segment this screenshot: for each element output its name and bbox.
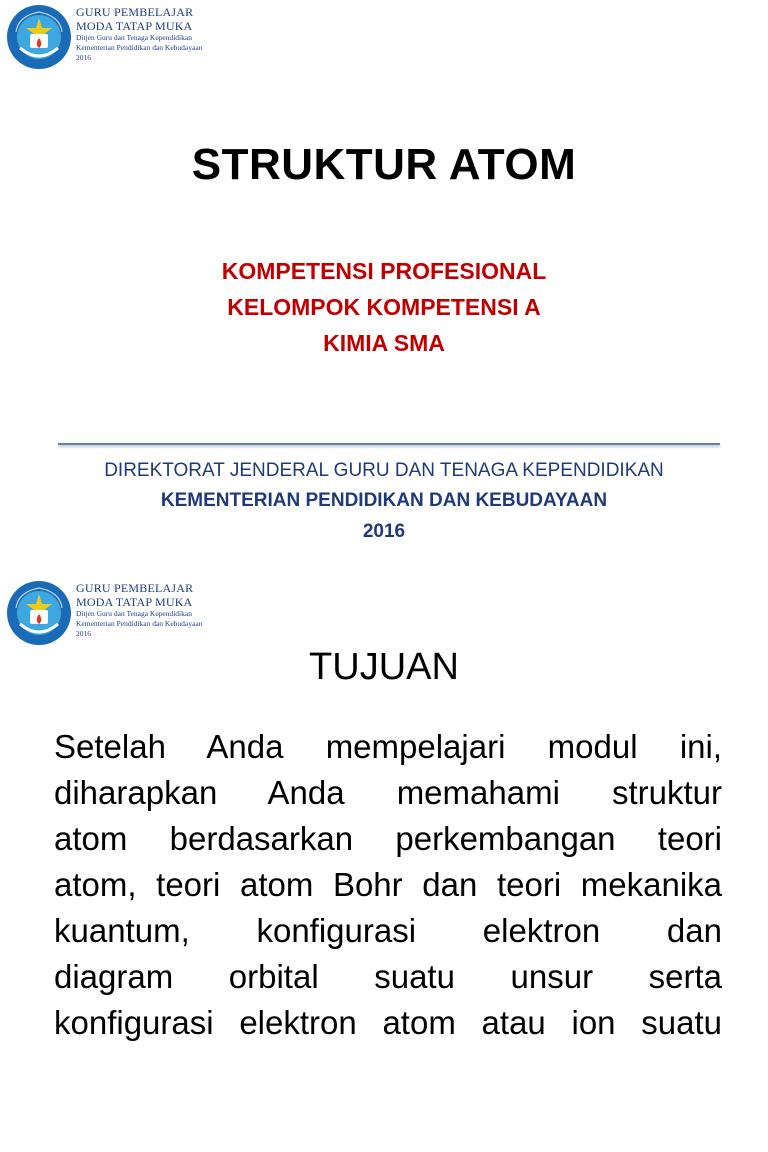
header-line-1: GURU PEMBELAJAR [76,5,194,19]
objective-paragraph [54,724,722,1046]
header-line-3: Ditjen Guru dan Tenaga Kependidikan [76,33,192,42]
subtitle-line-2: KELOMPOK KOMPETENSI A [227,294,541,320]
tut-wuri-handayani-emblem-icon [6,580,72,646]
paragraph-line: atom, teori atom Bohr dan teori mekanika [54,866,722,903]
header-line-2: MODA TATAP MUKA [76,595,193,609]
header-logo [6,580,202,646]
paragraph-line: kuantum, konfigurasi elektron dan [54,912,722,949]
footer-directorate: DIREKTORAT JENDERAL GURU DAN TENAGA KEPENDIDIKAN [104,460,664,481]
header-line-5: 2016 [76,53,91,62]
subtitle-line-3: KIMIA SMA [323,330,445,356]
header-line-5: 2016 [76,629,91,638]
paragraph-line: Setelah Anda mempelajari modul ini, [54,728,722,765]
header-logo [6,4,202,70]
header-line-3: Ditjen Guru dan Tenaga Kependidikan [76,609,192,618]
paragraph-line: atom berdasarkan perkembangan teori [54,820,722,857]
slide-title: TUJUAN [309,646,459,688]
slide-2 [0,576,768,1152]
subtitle-line-1: KOMPETENSI PROFESIONAL [221,258,547,284]
footer-ministry: KEMENTERIAN PENDIDIKAN DAN KEBUDAYAAN [160,490,608,511]
header-line-1: GURU PEMBELAJAR [76,581,194,595]
header-line-4: Kementerian Pendidikan dan Kebudayaan [76,619,203,628]
tut-wuri-handayani-emblem-icon [6,4,72,70]
paragraph-line: diharapkan Anda memahami struktur [54,774,722,811]
header-logo-text [76,581,202,639]
divider [58,443,720,445]
header-line-4: Kementerian Pendidikan dan Kebudayaan [76,43,203,52]
slide-title: STRUKTUR ATOM [191,140,577,189]
footer-year: 2016 [362,521,406,542]
paragraph-line: diagram orbital suatu unsur serta [54,958,722,995]
paragraph-line: konfigurasi elektron atom atau ion suatu [54,1004,722,1041]
header-logo-text [76,5,202,63]
header-line-2: MODA TATAP MUKA [76,19,193,33]
